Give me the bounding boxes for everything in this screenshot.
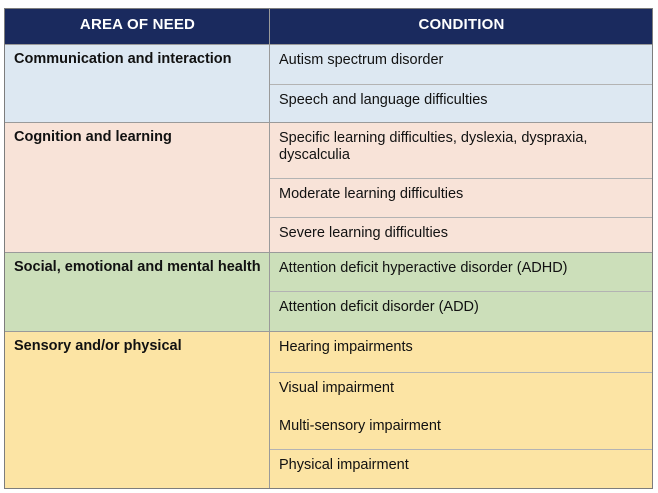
condition-row [270, 372, 652, 411]
area-label: Cognition and learning [14, 129, 172, 145]
group-communication-interaction [5, 44, 652, 122]
condition-text: Attention deficit hyperactive disorder (ADHD) [279, 260, 568, 276]
group-sensory-physical [5, 331, 652, 488]
table-header [5, 9, 652, 44]
area-label: Social, emotional and mental health [14, 259, 261, 275]
header-condition: CONDITION [418, 16, 505, 33]
header-area-of-need: AREA OF NEED [79, 16, 196, 33]
group-cognition-learning [5, 122, 652, 252]
area-label: Sensory and/or physical [14, 338, 182, 354]
condition-text: Multi-sensory impairment [279, 418, 441, 434]
condition-text: Speech and language difficulties [279, 92, 488, 108]
condition-text: Specific learning difficulties, dyslexia, dyspraxia, dyscalculia [279, 130, 588, 163]
condition-row [270, 253, 652, 291]
condition-row [270, 84, 652, 123]
condition-row [270, 411, 652, 449]
condition-text: Visual impairment [279, 380, 394, 396]
condition-text: Physical impairment [279, 457, 409, 473]
condition-text: Attention deficit disorder (ADD) [279, 299, 479, 315]
area-label: Communication and interaction [14, 51, 232, 67]
column-divider [269, 9, 270, 488]
condition-text: Moderate learning difficulties [279, 186, 464, 202]
condition-row [270, 123, 652, 178]
condition-row [270, 178, 652, 217]
condition-row [270, 291, 652, 332]
condition-text: Severe learning difficulties [279, 225, 448, 241]
condition-text: Autism spectrum disorder [279, 52, 444, 68]
condition-row [270, 332, 652, 372]
condition-text: Hearing impairments [279, 339, 413, 355]
group-social-emotional-mental-health [5, 252, 652, 331]
needs-table [4, 8, 653, 489]
condition-row [270, 449, 652, 489]
condition-row [270, 217, 652, 253]
condition-row [270, 45, 652, 84]
